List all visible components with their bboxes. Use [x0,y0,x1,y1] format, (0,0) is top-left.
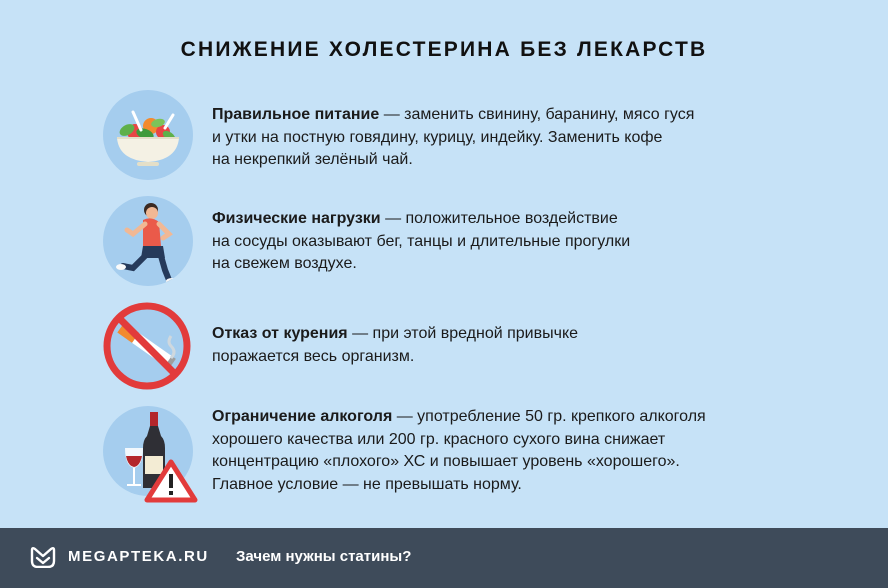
brand-name[interactable]: MEGAPTEKA.RU [68,548,209,565]
page-title: СНИЖЕНИЕ ХОЛЕСТЕРИНА БЕЗ ЛЕКАРСТВ [180,38,708,61]
tip-heading: Отказ от курения [212,325,348,342]
statins-link[interactable]: Зачем нужны статины? [236,548,412,565]
tip-heading: Физические нагрузки [212,210,381,227]
footer [0,528,888,588]
tip-no-smoking-text: Отказ от курения — при этой вредной привычке поражается весь организм. [212,325,579,365]
wine-warning-icon [103,406,203,506]
no-smoking-icon [101,300,193,392]
runner-icon [103,196,193,286]
salad-bowl-icon [103,90,193,180]
tip-nutrition-text: Правильное питание — заменить свинину, баранину, мясо гуся и утки на постную говядину, курицу, индейку. Заменить кофе на некрепкий зелёный чай. [212,106,695,168]
tip-exercise-text: Физические нагрузки — положительное воздействие на сосуды оказывают бег, танцы и длительные прогулки на свежем воздухе. [212,210,631,272]
logo-icon [30,546,56,573]
tip-alcohol-text: Ограничение алкоголя — употребление 50 гр. крепкого алкоголя хорошего качества или 200 гр. красного сухого вина снижает концентрацию «плохого» ХС и повышает уровень «хорошего». Главное условие — не превышать норму. [212,408,706,493]
tip-heading: Ограничение алкоголя [212,408,393,425]
tip-heading: Правильное питание [212,106,380,123]
